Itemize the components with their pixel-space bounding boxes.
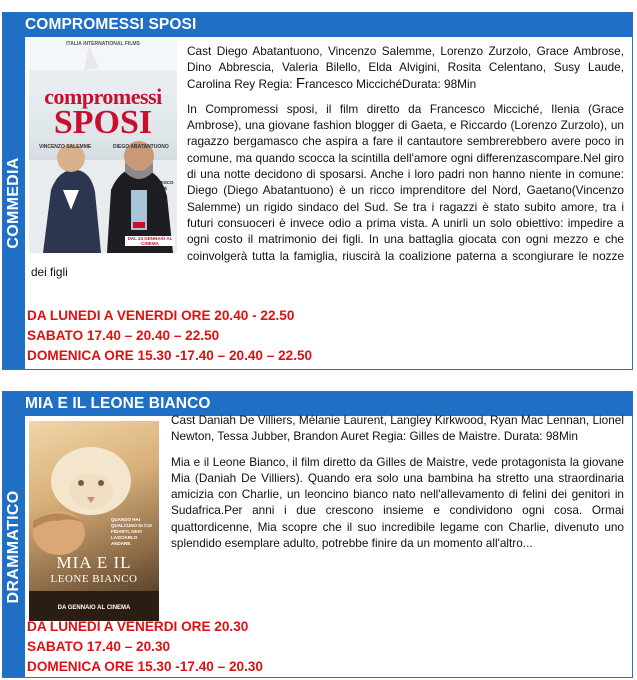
poster-director: FRANCESCO MICCICHÈ xyxy=(145,180,174,191)
movie-description xyxy=(171,412,624,560)
poster-title-line2: SPOSI xyxy=(53,104,153,141)
showtime-sunday: DOMENICA ORE 15.30 -17.40 – 20.40 – 22.50 xyxy=(27,348,313,363)
movie-poster xyxy=(29,421,159,621)
poster-top-line: ITALIA INTERNATIONAL FILMS xyxy=(66,41,140,47)
poster-release: DAL 24 GENNAIO AL CINEMA xyxy=(125,236,175,246)
poster-tagline: QUANDO HAI QUALCUNO DI CUI FIDARTI, DEVI LASCIARLO ANDARE. xyxy=(111,517,152,546)
poster-actor-left: VINCENZO SALEMME xyxy=(39,144,92,150)
cast-paragraph: Cast Daniah De Villiers, Mélanie Laurent, Langley Kirkwood, Ryan Mac Lennan, Lionel Newton, Tessa Jubber, Brandon Auret Regia: Gilles de Maistre. Durata: 98Min xyxy=(171,413,624,444)
poster-title-line1: compromessi xyxy=(44,84,162,109)
genre-band xyxy=(3,37,25,369)
showtimes xyxy=(27,617,263,677)
showtime-saturday: SABATO 17.40 – 20.30 xyxy=(27,639,171,654)
genre-label: COMMEDIA xyxy=(5,157,22,249)
poster-float-spacer xyxy=(31,43,187,255)
movie-card-mia-e-il-leone-bianco xyxy=(2,391,633,678)
showtime-sunday: DOMENICA ORE 15.30 -17.40 – 20.30 xyxy=(27,659,263,674)
showtime-weekdays: DA LUNEDI A VENERDI ORE 20.40 - 22.50 xyxy=(27,308,295,323)
poster-title-line1: MIA E IL xyxy=(56,553,132,572)
poster-title-line2: LEONE BIANCO xyxy=(50,573,138,585)
showtimes xyxy=(27,306,312,366)
cast-text: Cast Diego Abatantuono, Vincenzo Salemme, Lorenzo Zurzolo, Grace Ambrose, Dino Abbrescia, Valeria Bilello, Elda Alvigini, Rosita Celentano, Susy Laude, Carolina Rey Regia: xyxy=(187,44,624,91)
genre-label: DRAMMATICO xyxy=(5,490,22,603)
director-duration-text: rancesco MiccichéDurata: 98Min xyxy=(305,76,477,91)
genre-band xyxy=(3,416,25,677)
synopsis: In Compromessi sposi, il film diretto da Francesco Micciché, Ilenia (Grace Ambrose), una giovane fashion blogger di Gaeta, e Riccardo (Lorenzo Zurzolo), un ragazzo bergamasco che aspira a fare il cantautore sembrerebbero avere poco in comune, ma quando scocca la scintilla dell'amore ogni differenzascompare.Nel giro di una notte decidono di sposarsi. Anche i loro padri non hanno niente in comune: Diego (Diego Abatantuono) è un ricco imprenditore del Nord, Gaetano(Vincenzo Salemme) un rigido sindaco del Sud. Se tra i ragazzi è stato subito amore, tra i futuri consuoceri è invece odio a prima vista. A unirli un solo obiettivo: impedire a ogni costo il matrimonio dei figli. In una battaglia giocata con ogni mezzo e che coinvolgerà tutta la famiglia, riuscirà la coalizione paterna a scongiurare le nozze dei figli xyxy=(31,101,624,279)
showtime-saturday: SABATO 17.40 – 20.40 – 22.50 xyxy=(27,328,220,343)
director-initial: F xyxy=(295,74,306,92)
movie-description xyxy=(31,43,624,289)
showtime-weekdays: DA LUNEDI A VENERDI ORE 20.30 xyxy=(27,619,249,634)
movie-title: MIA E IL LEONE BIANCO xyxy=(3,392,632,416)
poster-release: DA GENNAIO AL CINEMA xyxy=(57,605,131,611)
poster-actor-right: DIEGO ABATANTUONO xyxy=(113,144,169,150)
movie-title: COMPROMESSI SPOSI xyxy=(3,13,632,37)
synopsis: Mia e il Leone Bianco, il film diretto da Gilles de Maistre, vede protagonista la giovane Mia (Daniah De Villiers). Quando era solo una bambina ha stretto una straordinaria amicizia con Charlie, un leoncino bianco nato nell'allevamento di felini dei genitori in Sudafrica.Per anni i due crescono insieme e condividono ogni cosa. Ormai quattordicenne, Mia scopre che il suo incredibile legame con Charlie, divenuto uno splendido esemplare adulto, potrebbe finire da un momento all'altro... xyxy=(171,454,624,551)
movie-card-compromessi-sposi xyxy=(2,12,633,370)
